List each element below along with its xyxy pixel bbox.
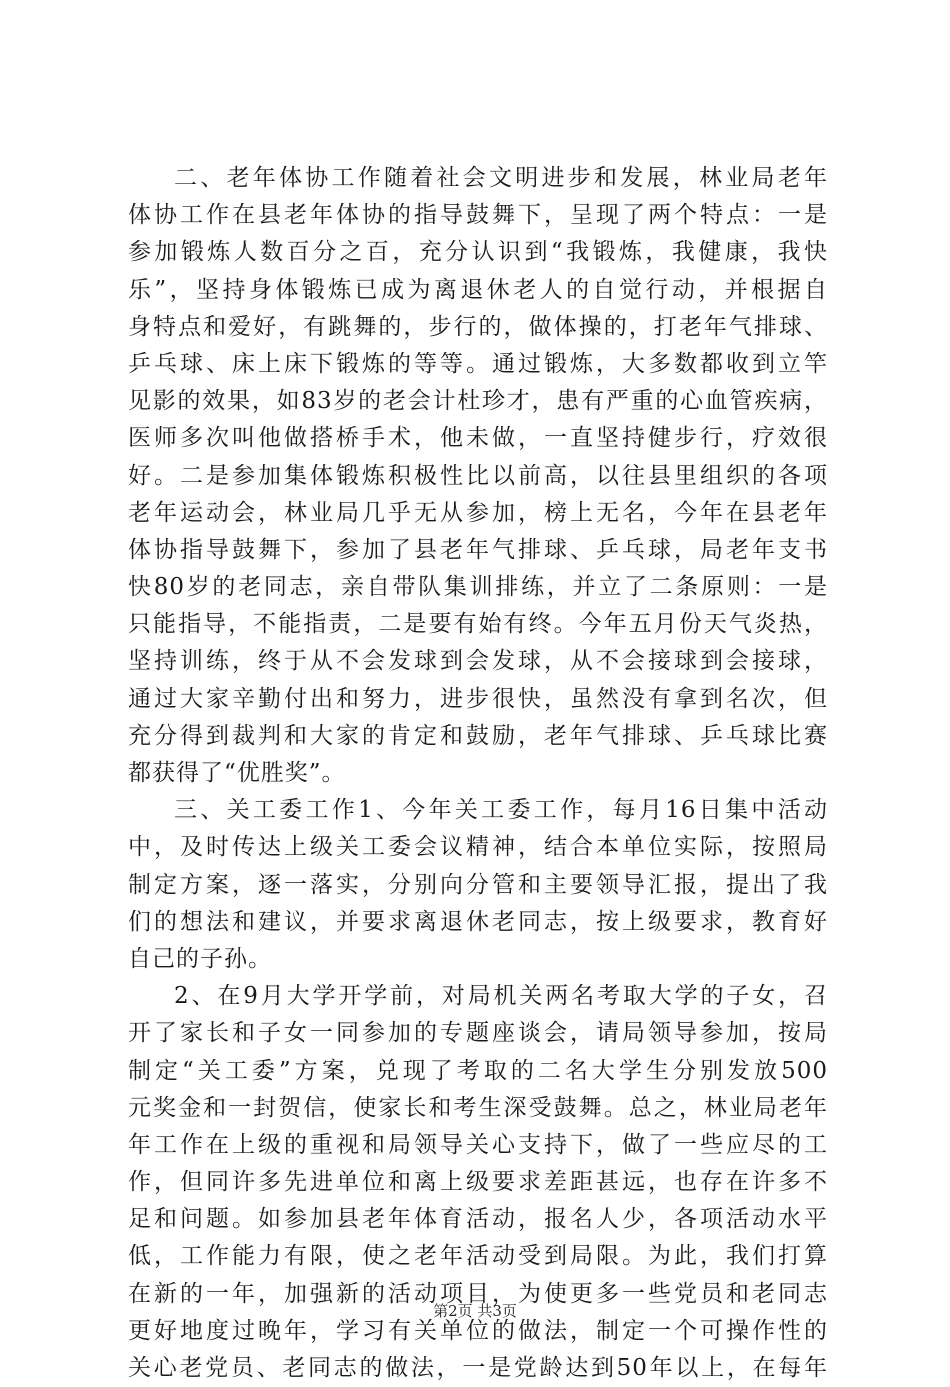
text-line: 见影的效果，如83岁的老会计杜珍才，患有严重的心血管疾病， <box>128 388 828 415</box>
page-footer <box>0 1300 950 1321</box>
text-line: 充分得到裁判和大家的肯定和鼓励，老年气排球、乒乓球比赛 <box>128 722 828 749</box>
text-line: 自己的子孙。 <box>128 945 272 972</box>
text-line: 医师多次叫他做搭桥手术，他未做，一直坚持健步行，疗效很 <box>128 425 828 452</box>
text-line: 乒乓球、床上床下锻炼的等等。通过锻炼，大多数都收到立竿 <box>128 350 828 377</box>
text-line: 年工作在上级的重视和局领导关心支持下，做了一些应尽的工 <box>128 1131 828 1158</box>
text-line: 制定方案，逐一落实，分别向分管和主要领导汇报，提出了我 <box>128 871 828 898</box>
text-line: 2、在9月大学开学前，对局机关两名考取大学的子女，召 <box>174 983 828 1010</box>
page-number-label: 第2页 共3页 <box>433 1302 517 1320</box>
text-line: 开了家长和子女一同参加的专题座谈会，请局领导参加，按局 <box>128 1020 828 1047</box>
text-line: 足和问题。如参加县老年体育活动，报名人少，各项活动水平 <box>128 1206 828 1233</box>
text-line: 好。二是参加集体锻炼积极性比以前高，以往县里组织的各项 <box>128 462 828 489</box>
text-line: 关心老党员、老同志的做法，一是党龄达到50年以上，在每年 <box>128 1355 828 1381</box>
text-line: 通过大家辛勤付出和努力，进步很快，虽然没有拿到名次，但 <box>128 685 828 712</box>
text-line: 只能指导，不能指责，二是要有始有终。今年五月份天气炎热， <box>128 611 828 638</box>
text-line: 快80岁的老同志，亲自带队集训排练，并立了二条原则：一是 <box>128 574 828 601</box>
text-line: 三、关工委工作1、今年关工委工作，每月16日集中活动 <box>174 797 828 824</box>
text-line: 在新的一年，加强新的活动项目，为使更多一些党员和老同志 <box>128 1280 828 1307</box>
text-line: 更好地度过晚年，学习有关单位的做法，制定一个可操作性的 <box>128 1317 828 1344</box>
text-line: 低，工作能力有限，使之老年活动受到局限。为此，我们打算 <box>128 1243 828 1270</box>
text-line: 作，但同许多先进单位和离上级要求差距甚远，也存在许多不 <box>128 1169 828 1196</box>
text-line: 身特点和爱好，有跳舞的，步行的，做体操的，打老年气排球、 <box>128 313 828 340</box>
text-line: 制定“关工委”方案，兑现了考取的二名大学生分别发放500 <box>128 1057 828 1084</box>
text-line: 老年运动会，林业局几乎无从参加，榜上无名，今年在县老年 <box>128 499 828 526</box>
text-line: 体协工作在县老年体协的指导鼓舞下，呈现了两个特点：一是 <box>128 202 828 229</box>
text-line: 乐”，坚持身体锻炼已成为离退休老人的自觉行动，并根据自 <box>128 276 828 303</box>
text-line: 们的想法和建议，并要求离退休老同志，按上级要求，教育好 <box>128 908 828 935</box>
text-line: 体协指导鼓舞下，参加了县老年气排球、乒乓球，局老年支书 <box>128 536 828 563</box>
text-line: 参加锻炼人数百分之百，充分认识到“我锻炼，我健康，我快 <box>128 239 828 266</box>
text-line: 中，及时传达上级关工委会议精神，结合本单位实际，按照局 <box>128 834 828 861</box>
text-line: 元奖金和一封贺信，使家长和考生深受鼓舞。总之，林业局老年 <box>128 1094 828 1121</box>
document-body <box>128 160 828 1387</box>
text-line: 坚持训练，终于从不会发球到会发球，从不会接球到会接球， <box>128 648 828 675</box>
text-line: 都获得了“优胜奖”。 <box>128 760 346 786</box>
text-line: 二、老年体协工作随着社会文明进步和发展，林业局老年 <box>174 165 828 191</box>
